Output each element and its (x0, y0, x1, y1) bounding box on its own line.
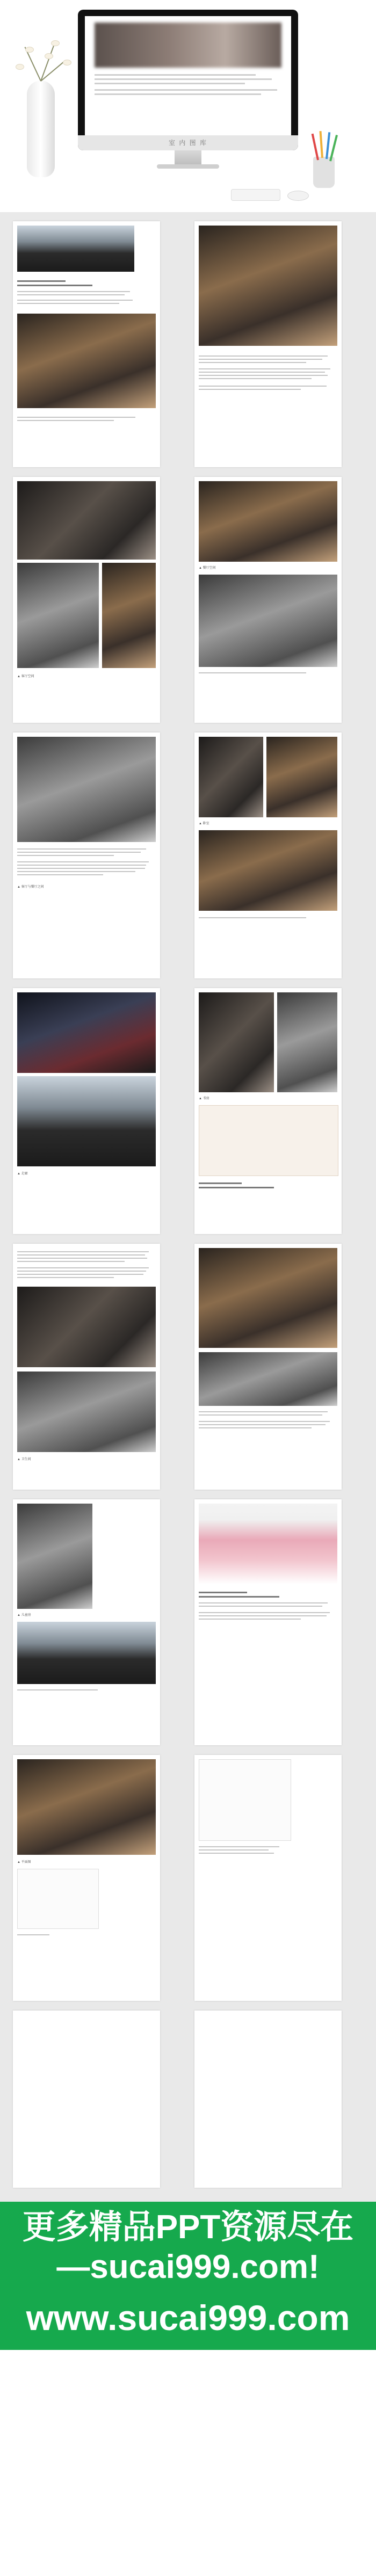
text-line (17, 1271, 146, 1272)
heading-line (199, 1596, 279, 1598)
screen-text-line (95, 93, 261, 95)
interior-photo (17, 1622, 156, 1684)
text-line (17, 868, 145, 869)
interior-photo (17, 1372, 156, 1452)
interior-photo (102, 563, 156, 668)
screen-text-line (95, 74, 256, 76)
text-line (17, 865, 146, 866)
document-page (13, 732, 160, 978)
photo-caption: ▲ 儿童房 (17, 1614, 31, 1617)
document-page (13, 1755, 160, 2001)
interior-photo (199, 1504, 337, 1584)
document-page (194, 221, 342, 467)
text-line (199, 372, 325, 373)
photo-caption: ▲ 卧室 (199, 822, 209, 825)
text-line (199, 1846, 279, 1847)
photo-caption: ▲ 客厅空间 (17, 675, 34, 678)
text-line (199, 389, 301, 390)
text-line (17, 1254, 145, 1256)
flower (16, 64, 24, 69)
flower-branch (25, 47, 41, 81)
hero-mockup (0, 0, 376, 212)
interior-photo (199, 575, 337, 667)
interior-photo (17, 737, 156, 842)
text-line (199, 375, 328, 376)
document-page (13, 221, 160, 467)
document-page (194, 988, 342, 1234)
flower (52, 41, 59, 46)
text-line (199, 1615, 327, 1616)
document-page (13, 1499, 160, 1745)
sketch-photo (199, 1105, 338, 1176)
blank-footer (0, 2350, 376, 2576)
document-page (13, 1244, 160, 1490)
photo-caption: ▲ 客厅与餐厅之间 (17, 886, 44, 889)
monitor-label: 室 内 图 库 (168, 139, 207, 147)
photo-caption: ▲ 餐厅空间 (199, 567, 216, 570)
text-line (199, 1619, 301, 1620)
floor-plan (17, 1869, 99, 1929)
text-line (17, 1934, 49, 1935)
interior-photo (199, 992, 274, 1092)
heading-line (17, 280, 66, 282)
interior-photo (199, 737, 263, 817)
text-line (17, 300, 133, 301)
text-line (199, 1853, 274, 1854)
text-line (199, 917, 306, 918)
pencil (320, 131, 323, 158)
photo-caption: ▲ 走廊 (17, 1172, 28, 1175)
heading-line (17, 285, 92, 286)
text-line (199, 1411, 328, 1412)
banner-line-1: 更多精品PPT资源尽在 (22, 2209, 354, 2246)
interior-photo (199, 1248, 337, 1348)
interior-photo (266, 737, 337, 817)
interior-photo (277, 992, 337, 1092)
monitor-screen (85, 16, 291, 135)
screen-text-line (95, 78, 272, 80)
text-line (199, 378, 312, 379)
text-line (17, 1267, 149, 1268)
text-line (199, 359, 322, 360)
text-line (17, 855, 114, 856)
document-page (194, 477, 342, 723)
photo-caption: ▲ 平面图 (17, 1861, 31, 1864)
text-line (17, 852, 141, 853)
pencil (312, 134, 319, 161)
text-line (17, 291, 130, 292)
text-line (199, 362, 306, 363)
monitor-foot (157, 164, 219, 169)
mouse (287, 191, 309, 201)
text-line (199, 1602, 328, 1603)
promo-banner (0, 2202, 376, 2350)
text-line (17, 1277, 114, 1278)
document-page (194, 1755, 342, 2001)
pencil (326, 132, 330, 159)
text-line (17, 848, 146, 850)
document-page (194, 732, 342, 978)
interior-photo (17, 1287, 156, 1367)
text-line (17, 1251, 149, 1252)
text-line (17, 303, 119, 304)
text-line (17, 420, 114, 421)
flower (63, 60, 71, 65)
pencil-cup (313, 157, 335, 188)
text-line (17, 874, 103, 875)
interior-photo (199, 481, 337, 562)
interior-photo (17, 1504, 92, 1609)
document-page (13, 2011, 160, 2188)
text-line (199, 386, 327, 387)
text-line (17, 1689, 98, 1690)
text-line (199, 672, 306, 673)
text-line (199, 368, 330, 369)
photo-caption: ▲ 卫生间 (17, 1458, 31, 1461)
text-line (199, 1414, 322, 1416)
document-page (194, 1499, 342, 1745)
text-line (17, 1258, 147, 1259)
text-line (17, 1274, 143, 1275)
heading-line (199, 1592, 247, 1593)
text-line (17, 417, 135, 418)
interior-photo (17, 563, 99, 668)
floor-plan (199, 1759, 291, 1841)
photo-caption: ▲ 书房 (199, 1097, 209, 1100)
interior-photo (199, 226, 337, 346)
cityscape-photo (17, 226, 134, 272)
document-page (194, 2011, 342, 2188)
text-line (199, 1424, 326, 1425)
text-line (199, 355, 328, 357)
text-line (17, 871, 135, 872)
text-line (199, 1606, 322, 1607)
heading-line (199, 1187, 274, 1188)
text-line (199, 1849, 269, 1851)
text-line (199, 1421, 330, 1422)
interior-photo (17, 314, 156, 408)
interior-photo (17, 992, 156, 1073)
monitor-chin (78, 135, 298, 150)
monitor-stand (175, 150, 201, 165)
flower (26, 47, 33, 52)
keyboard (231, 189, 280, 201)
interior-photo (199, 830, 337, 911)
document-page (13, 477, 160, 723)
text-line (17, 861, 149, 862)
text-line (17, 294, 125, 295)
interior-photo (17, 1076, 156, 1166)
text-line (199, 1612, 330, 1613)
blurred-cover-image (95, 23, 281, 68)
heading-line (199, 1182, 242, 1184)
screen-text-line (95, 83, 245, 84)
vase (27, 81, 55, 177)
text-line (199, 1427, 312, 1428)
banner-line-2: —sucai999.com! (56, 2248, 320, 2285)
text-line (17, 1261, 125, 1262)
document-page (13, 988, 160, 1234)
document-page (194, 1244, 342, 1490)
interior-photo (17, 481, 156, 560)
interior-photo (17, 1759, 156, 1855)
screen-text-line (95, 89, 277, 91)
flower (45, 54, 53, 59)
banner-website[interactable]: www.sucai999.com (26, 2298, 350, 2338)
interior-photo (199, 1352, 337, 1406)
